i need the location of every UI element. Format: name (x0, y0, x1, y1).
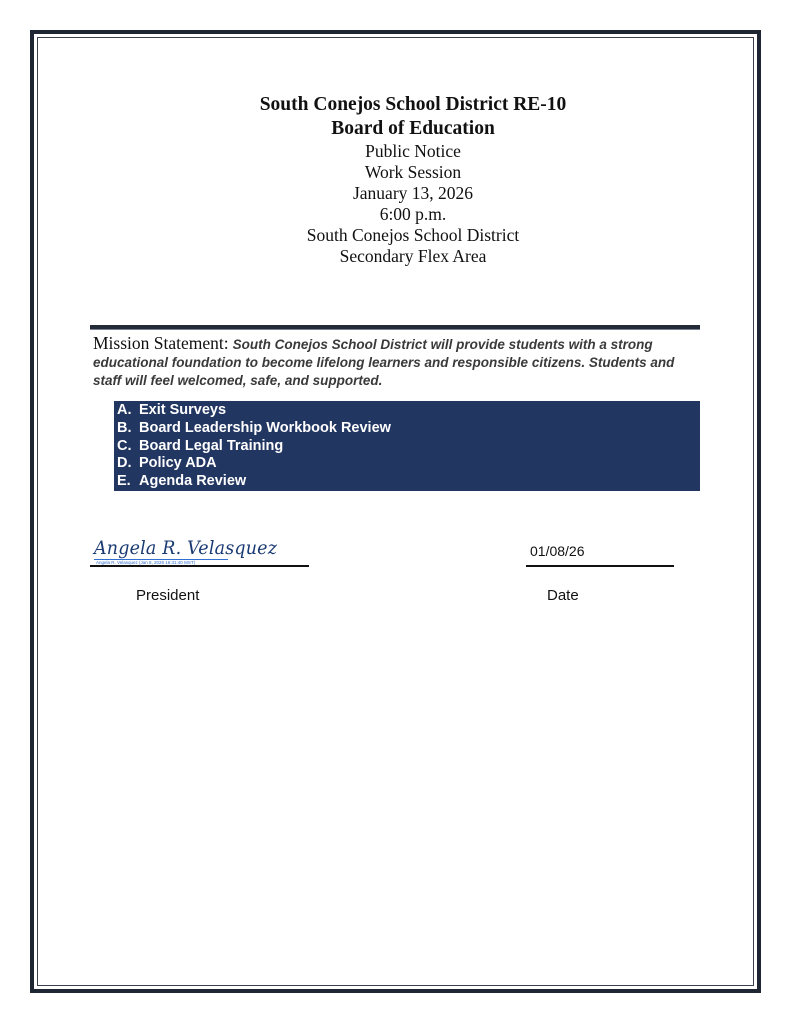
signature-line (90, 565, 309, 567)
agenda-item-label: Policy ADA (139, 455, 217, 472)
meeting-time: 6:00 p.m. (379, 204, 447, 224)
board-title: Board of Education (331, 118, 495, 139)
organization-title: South Conejos School District RE-10 (259, 94, 567, 115)
agenda-list (114, 401, 700, 491)
notice-type: Public Notice (365, 141, 461, 161)
agenda-item-label: Board Legal Training (139, 437, 284, 454)
agenda-item-label: Board Leadership Workbook Review (139, 419, 391, 436)
agenda-item (114, 473, 700, 491)
agenda-item (114, 455, 700, 473)
location-name: South Conejos School District (306, 225, 520, 245)
mission-text: South Conejos School District will provide students with a strong educational foundation to become lifelong learners and responsible citizens. Students and staff will feel welcomed, safe, and supported. (93, 337, 675, 388)
signed-date: 01/08/26 (530, 543, 585, 559)
notice-header (0, 93, 791, 267)
mission-statement (93, 333, 703, 390)
agenda-item-label: Agenda Review (139, 473, 247, 490)
section-divider (90, 325, 700, 330)
date-line (526, 565, 674, 567)
agenda-item-letter: A. (117, 402, 132, 418)
agenda-item-letter: E. (117, 473, 131, 490)
agenda-item-letter: C. (117, 437, 132, 454)
location-room: Secondary Flex Area (339, 246, 487, 266)
agenda-item-label: Exit Surveys (139, 402, 227, 418)
agenda-item-letter: D. (117, 455, 132, 472)
meeting-date: January 13, 2026 (352, 183, 474, 203)
agenda-item (114, 402, 700, 420)
agenda-item-letter: B. (117, 419, 132, 436)
signature-stamp[interactable]: Angela R. Velasquez (Jan 8, 2026 16:31:40 MST) (96, 560, 196, 565)
session-type: Work Session (364, 162, 462, 182)
signature-script: Angela R. Velasquez (94, 537, 278, 559)
agenda-item (114, 438, 700, 456)
signature-block[interactable] (94, 537, 293, 565)
agenda-item (114, 420, 700, 438)
president-label: President (136, 587, 200, 604)
mission-label: Mission Statement: (93, 333, 229, 353)
date-label: Date (547, 587, 579, 604)
